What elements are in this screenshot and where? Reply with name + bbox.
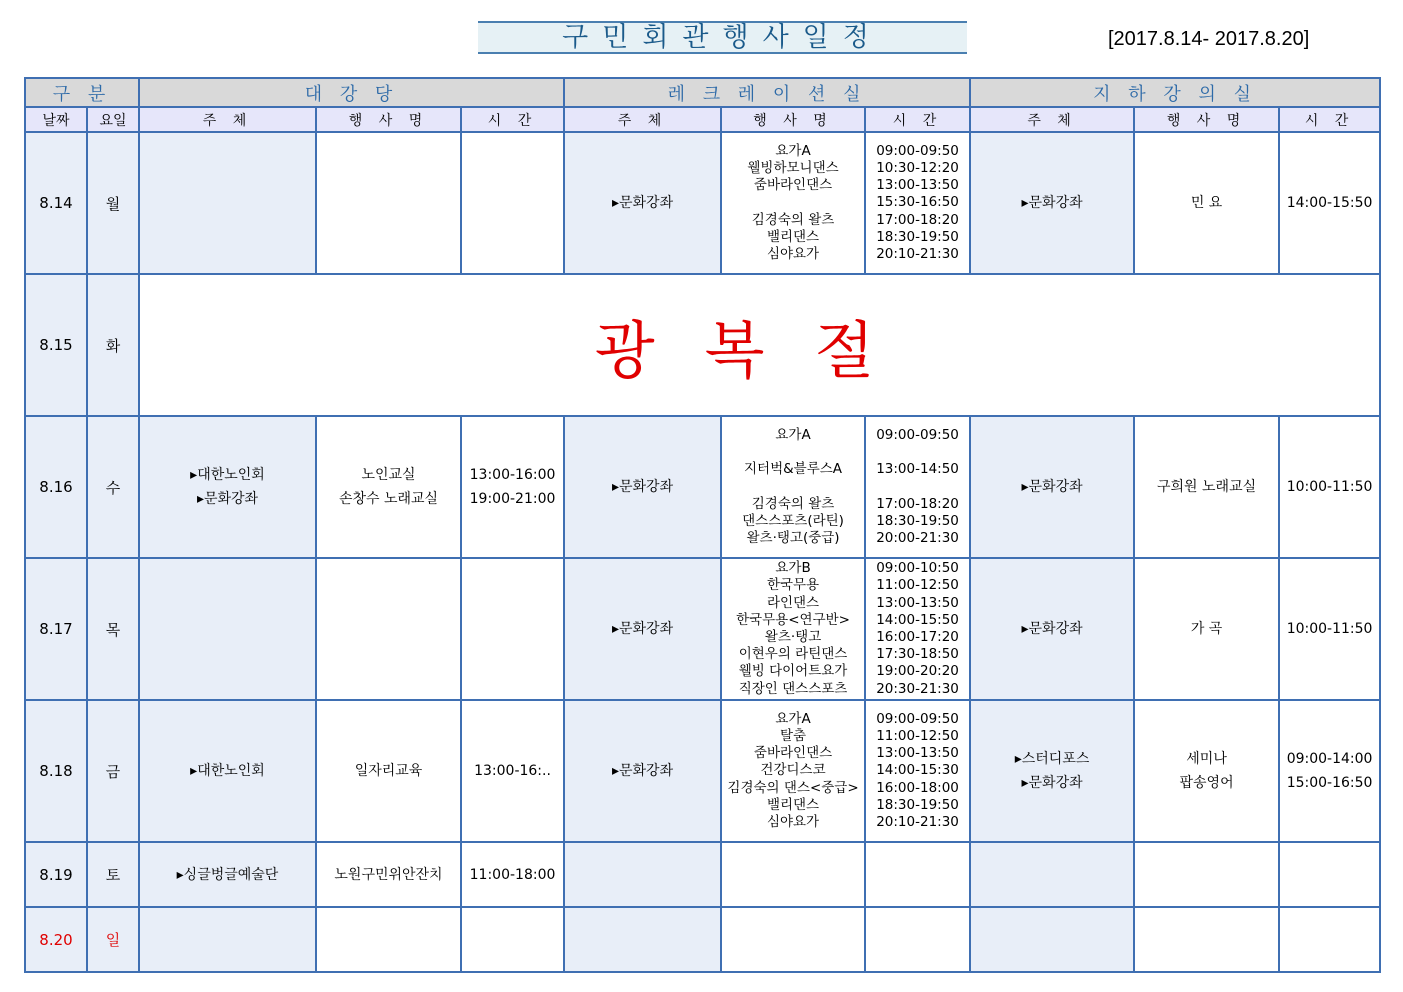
date-cell: 8.14 bbox=[25, 132, 87, 274]
table-row bbox=[25, 842, 1380, 907]
date-column-header: 날짜 bbox=[25, 107, 87, 132]
base-time-cell bbox=[1279, 907, 1380, 972]
base-time-cell: 10:00-11:50 bbox=[1279, 558, 1380, 700]
venue-header-recreation: 레 크 레 이 션 실 bbox=[564, 78, 970, 107]
venue-header-hall: 대 강 당 bbox=[139, 78, 564, 107]
hall-event-cell bbox=[316, 907, 461, 972]
base-event-cell: 세미나 팝송영어 bbox=[1134, 700, 1279, 842]
group-header: 구 분 bbox=[25, 78, 139, 107]
base-event-cell bbox=[1134, 842, 1279, 907]
rec-host-cell: ▸문화강좌 bbox=[564, 416, 721, 558]
rec-host-cell: ▸문화강좌 bbox=[564, 700, 721, 842]
rec-event-cell bbox=[721, 907, 865, 972]
base-host-cell bbox=[970, 907, 1134, 972]
table-row bbox=[25, 558, 1380, 700]
day-cell: 화 bbox=[87, 274, 139, 416]
hall-event-cell: 노인교실 손창수 노래교실 bbox=[316, 416, 461, 558]
rec-host-cell bbox=[564, 907, 721, 972]
base-time-cell: 09:00-14:00 15:00-16:50 bbox=[1279, 700, 1380, 842]
time-column-header: 시 간 bbox=[865, 107, 970, 132]
rec-event-cell: 요가A 웰빙하모니댄스 줌바라인댄스 김경숙의 왈츠 밸리댄스 심야요가 bbox=[721, 132, 865, 274]
rec-time-cell: 09:00-09:50 13:00-14:50 17:00-18:20 18:30-19:50 20:00-21:30 bbox=[865, 416, 970, 558]
base-host-cell: ▸스터디포스 ▸문화강좌 bbox=[970, 700, 1134, 842]
rec-host-cell: ▸문화강좌 bbox=[564, 558, 721, 700]
date-cell: 8.19 bbox=[25, 842, 87, 907]
host-column-header: 주 체 bbox=[139, 107, 316, 132]
hall-host-cell bbox=[139, 132, 316, 274]
event-column-header: 행 사 명 bbox=[1134, 107, 1279, 132]
table-row bbox=[25, 274, 1380, 416]
table-row bbox=[25, 132, 1380, 274]
hall-event-cell: 노원구민위안잔치 bbox=[316, 842, 461, 907]
hall-time-cell bbox=[461, 907, 564, 972]
day-column-header: 요일 bbox=[87, 107, 139, 132]
rec-event-cell: 요가A 지터벅&블루스A 김경숙의 왈츠 댄스스포츠(라틴) 왈츠·탱고(중급) bbox=[721, 416, 865, 558]
rec-time-cell bbox=[865, 907, 970, 972]
base-host-cell: ▸문화강좌 bbox=[970, 416, 1134, 558]
day-cell: 월 bbox=[87, 132, 139, 274]
base-event-cell: 민 요 bbox=[1134, 132, 1279, 274]
table-row bbox=[25, 907, 1380, 972]
rec-event-cell: 요가A 탈춤 줌바라인댄스 건강디스코 김경숙의 댄스<중급> 밸리댄스 심야요가 bbox=[721, 700, 865, 842]
date-cell: 8.20 bbox=[25, 907, 87, 972]
hall-event-cell bbox=[316, 132, 461, 274]
rec-time-cell: 09:00-09:50 11:00-12:50 13:00-13:50 14:00-15:30 16:00-18:00 18:30-19:50 20:10-21:30 bbox=[865, 700, 970, 842]
base-host-cell: ▸문화강좌 bbox=[970, 558, 1134, 700]
rec-time-cell: 09:00-10:50 11:00-12:50 13:00-13:50 14:00-15:50 16:00-17:20 17:30-18:50 19:00-20:20 20:30-21:30 bbox=[865, 558, 970, 700]
date-cell: 8.16 bbox=[25, 416, 87, 558]
base-host-cell bbox=[970, 842, 1134, 907]
base-time-cell: 10:00-11:50 bbox=[1279, 416, 1380, 558]
hall-host-cell: ▸대한노인회 ▸문화강좌 bbox=[139, 416, 316, 558]
holiday-banner: 광복절 bbox=[139, 274, 1380, 416]
base-event-cell bbox=[1134, 907, 1279, 972]
rec-host-cell: ▸문화강좌 bbox=[564, 132, 721, 274]
rec-time-cell bbox=[865, 842, 970, 907]
hall-time-cell bbox=[461, 132, 564, 274]
day-cell: 토 bbox=[87, 842, 139, 907]
base-time-cell: 14:00-15:50 bbox=[1279, 132, 1380, 274]
rec-event-cell bbox=[721, 842, 865, 907]
page-title: 구민회관행사일정 bbox=[478, 21, 967, 54]
date-cell: 8.18 bbox=[25, 700, 87, 842]
base-host-cell: ▸문화강좌 bbox=[970, 132, 1134, 274]
table-row bbox=[25, 700, 1380, 842]
rec-host-cell bbox=[564, 842, 721, 907]
hall-time-cell bbox=[461, 558, 564, 700]
event-column-header: 행 사 명 bbox=[721, 107, 865, 132]
hall-host-cell: ▸대한노인회 bbox=[139, 700, 316, 842]
date-cell: 8.17 bbox=[25, 558, 87, 700]
date-cell: 8.15 bbox=[25, 274, 87, 416]
event-column-header: 행 사 명 bbox=[316, 107, 461, 132]
hall-event-cell: 일자리교육 bbox=[316, 700, 461, 842]
host-column-header: 주 체 bbox=[970, 107, 1134, 132]
day-cell: 목 bbox=[87, 558, 139, 700]
host-column-header: 주 체 bbox=[564, 107, 721, 132]
table-row bbox=[25, 416, 1380, 558]
base-event-cell: 가 곡 bbox=[1134, 558, 1279, 700]
day-cell: 일 bbox=[87, 907, 139, 972]
hall-time-cell: 13:00-16:00 19:00-21:00 bbox=[461, 416, 564, 558]
schedule-table bbox=[24, 77, 1381, 973]
hall-event-cell bbox=[316, 558, 461, 700]
day-cell: 수 bbox=[87, 416, 139, 558]
hall-host-cell bbox=[139, 558, 316, 700]
rec-time-cell: 09:00-09:50 10:30-12:20 13:00-13:50 15:30-16:50 17:00-18:20 18:30-19:50 20:10-21:30 bbox=[865, 132, 970, 274]
venue-header-basement: 지 하 강 의 실 bbox=[970, 78, 1380, 107]
hall-host-cell: ▸싱글벙글예술단 bbox=[139, 842, 316, 907]
hall-host-cell bbox=[139, 907, 316, 972]
base-time-cell bbox=[1279, 842, 1380, 907]
base-event-cell: 구희원 노래교실 bbox=[1134, 416, 1279, 558]
rec-event-cell: 요가B 한국무용 라인댄스 한국무용<연구반> 왈츠·탱고 이현우의 라틴댄스 웰빙 다이어트요가 직장인 댄스스포츠 bbox=[721, 558, 865, 700]
day-cell: 금 bbox=[87, 700, 139, 842]
hall-time-cell: 11:00-18:00 bbox=[461, 842, 564, 907]
time-column-header: 시 간 bbox=[1279, 107, 1380, 132]
hall-time-cell: 13:00-16:.. bbox=[461, 700, 564, 842]
time-column-header: 시 간 bbox=[461, 107, 564, 132]
date-range: [2017.8.14- 2017.8.20] bbox=[1108, 28, 1310, 50]
